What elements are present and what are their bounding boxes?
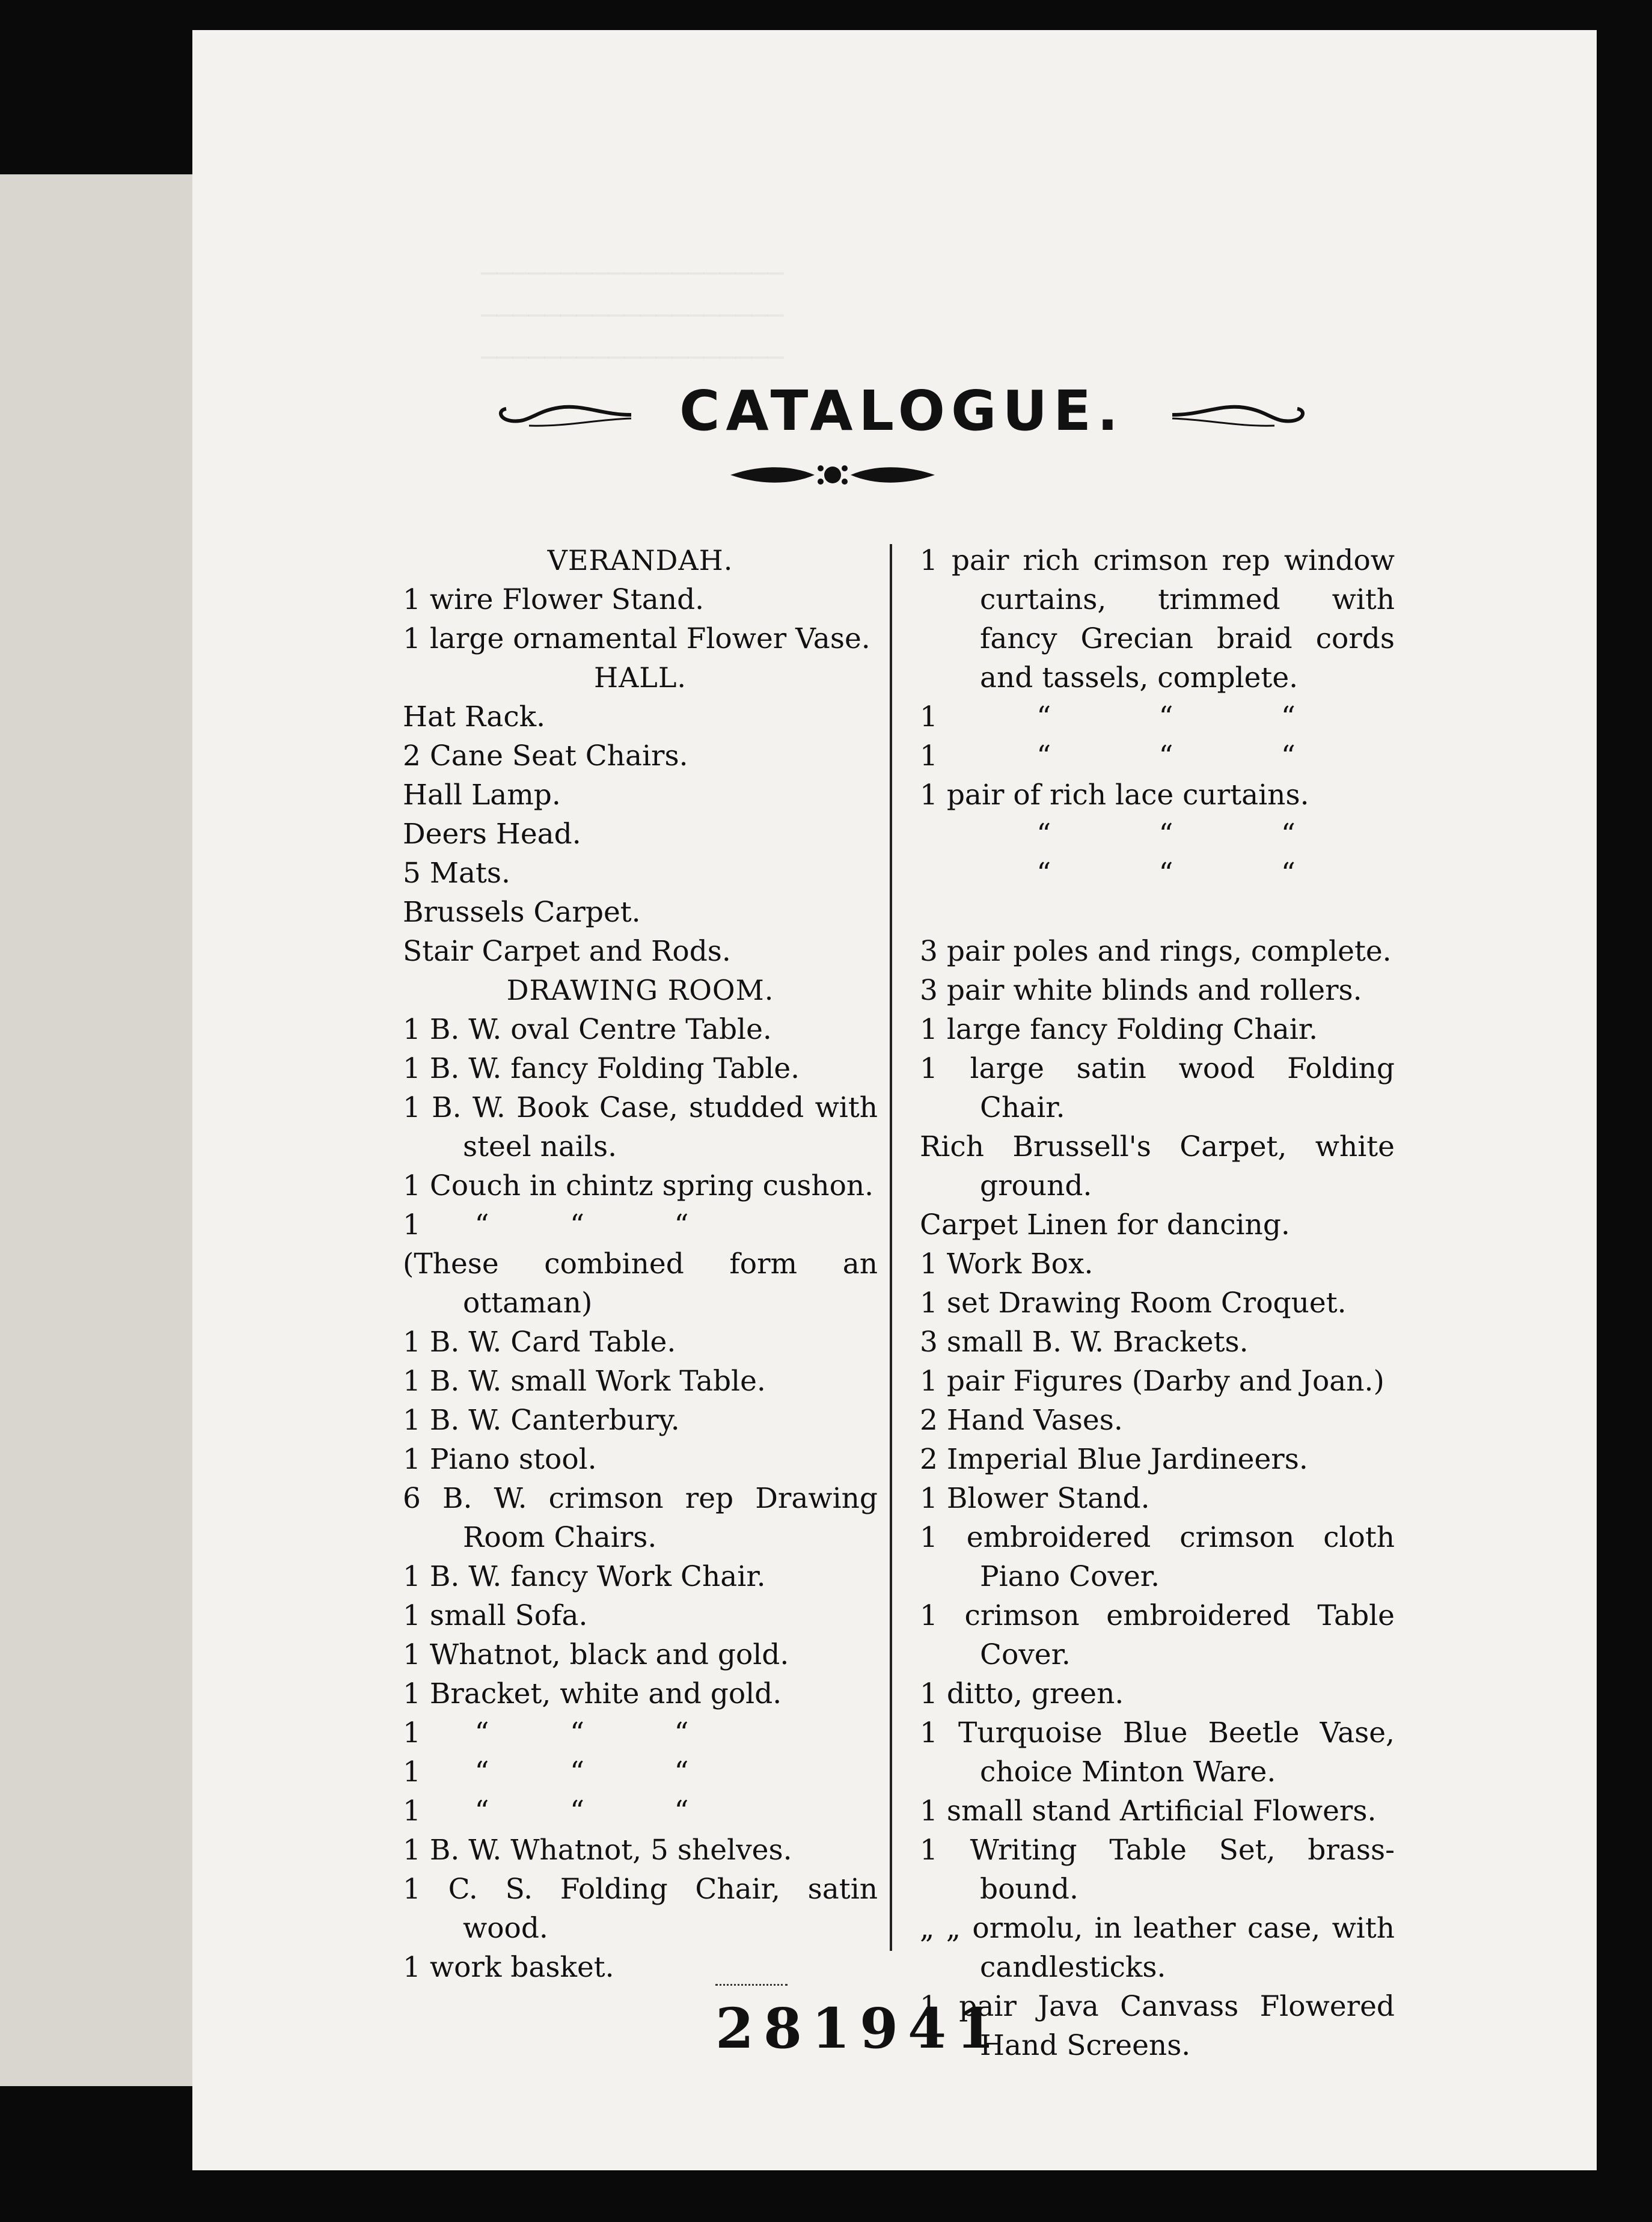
left-list-item: 1 Bracket, white and gold. — [403, 1677, 782, 1710]
left-ditto-line: 1 “ “ “ — [403, 1755, 689, 1789]
right-blank-line — [920, 893, 1395, 932]
right-ditto-line: 1 “ “ “ — [920, 700, 1296, 733]
left-list-item: 5 Mats. — [403, 857, 510, 890]
left-section-heading: VERANDAH. — [547, 544, 733, 577]
right-ditto-line: 1 “ “ “ — [920, 739, 1296, 773]
left-list-item: 1 B. W. fancy Work Chair. — [403, 1560, 766, 1593]
left-column — [403, 541, 878, 1987]
left-list-item: Brussels Carpet. — [403, 896, 641, 929]
right-ditto-line: “ “ “ — [920, 857, 1296, 890]
right-list-item: 1 set Drawing Room Croquet. — [920, 1287, 1347, 1320]
left-list-item: 1 B. W. Canterbury. — [403, 1404, 680, 1437]
scan-border-top — [0, 0, 192, 174]
left-list-item: 2 Cane Seat Chairs. — [403, 739, 688, 773]
left-list-item: Stair Carpet and Rods. — [403, 935, 731, 968]
left-list-item: 1 work basket. — [403, 1951, 614, 1984]
left-list-item: 1 B. W. oval Centre Table. — [403, 1013, 772, 1046]
right-list-item: 1 Turquoise Blue Beetle Vase, choice Minton Ware. — [920, 1716, 1395, 1789]
left-ditto-line: 1 “ “ “ — [403, 1716, 689, 1749]
scan-border-bottom — [0, 2086, 192, 2222]
right-list-item: 1 pair rich crimson rep window curtains, trimmed with fancy Grecian braid cords and tassels, complete. — [920, 544, 1395, 694]
left-list-item: 1 large ornamental Flower Vase. — [403, 622, 870, 655]
page-title: CATALOGUE. — [679, 379, 1124, 443]
catalogue-number: 281941 — [715, 1996, 1005, 2061]
dotted-rule — [715, 1984, 788, 1986]
right-flourish-icon — [1166, 397, 1311, 433]
right-list-item: 1 pair Figures (Darby and Joan.) — [920, 1365, 1384, 1398]
left-list-item: Hat Rack. — [403, 700, 546, 733]
left-ditto-line: 1 “ “ “ — [403, 1795, 689, 1828]
left-list-item: 1 B. W. fancy Folding Table. — [403, 1052, 800, 1085]
left-list-item: 1 Whatnot, black and gold. — [403, 1638, 789, 1671]
left-list-item: 1 C. S. Folding Chair, satin wood. — [403, 1873, 878, 1945]
ornament-divider-icon — [724, 460, 941, 490]
left-list-item: (These combined form an ottaman) — [403, 1247, 878, 1320]
right-list-item: „ „ ormolu, in leather case, with candlesticks. — [920, 1912, 1395, 1984]
left-list-item: 1 B. W. Whatnot, 5 shelves. — [403, 1834, 792, 1867]
right-list-item: 2 Hand Vases. — [920, 1404, 1123, 1437]
right-list-item: 1 Work Box. — [920, 1247, 1094, 1281]
right-list-item: 1 large satin wood Folding Chair. — [920, 1052, 1395, 1124]
right-list-item: 1 Blower Stand. — [920, 1482, 1150, 1515]
column-divider — [890, 544, 892, 1951]
right-list-item: 1 crimson embroidered Table Cover. — [920, 1599, 1395, 1671]
right-list-item: 1 ditto, green. — [920, 1677, 1124, 1710]
right-list-item: 1 pair of rich lace curtains. — [920, 779, 1309, 812]
left-list-item: 6 B. W. crimson rep Drawing Room Chairs. — [403, 1482, 878, 1554]
left-list-item: Hall Lamp. — [403, 779, 561, 812]
left-list-item: 1 small Sofa. — [403, 1599, 588, 1632]
right-list-item: 1 large fancy Folding Chair. — [920, 1013, 1318, 1046]
right-list-item: 3 pair white blinds and rollers. — [920, 974, 1362, 1007]
left-flourish-icon — [493, 397, 637, 433]
right-list-item: Rich Brussell's Carpet, white ground. — [920, 1130, 1395, 1202]
left-list-item: 1 B. W. Book Case, studded with steel nails. — [403, 1091, 878, 1163]
left-list-item: Deers Head. — [403, 818, 581, 851]
right-list-item: 1 embroidered crimson cloth Piano Cover. — [920, 1521, 1395, 1593]
left-section-heading: DRAWING ROOM. — [506, 974, 774, 1006]
right-ditto-line: “ “ “ — [920, 818, 1296, 851]
right-list-item: Carpet Linen for dancing. — [920, 1208, 1290, 1241]
right-list-item: 1 Writing Table Set, brass-bound. — [920, 1834, 1395, 1906]
right-list-item: 1 small stand Artificial Flowers. — [920, 1795, 1377, 1828]
right-list-item: 1 pair Java Canvass Flowered Hand Screens. — [920, 1990, 1395, 2062]
left-section-heading: HALL. — [593, 661, 687, 694]
left-list-item: 1 B. W. small Work Table. — [403, 1365, 766, 1398]
right-list-item: 3 pair poles and rings, complete. — [920, 935, 1392, 968]
adjacent-page-edge — [0, 0, 192, 2222]
right-column — [920, 541, 1395, 2065]
left-list-item: 1 Piano stool. — [403, 1443, 597, 1476]
right-list-item: 3 small B. W. Brackets. — [920, 1326, 1249, 1359]
title-block — [493, 373, 1311, 463]
left-list-item: 1 Couch in chintz spring cushon. — [403, 1169, 874, 1202]
left-ditto-line: 1 “ “ “ — [403, 1208, 689, 1241]
left-list-item: 1 wire Flower Stand. — [403, 583, 705, 616]
right-list-item: 2 Imperial Blue Jardineers. — [920, 1443, 1308, 1476]
left-list-item: 1 B. W. Card Table. — [403, 1326, 676, 1359]
